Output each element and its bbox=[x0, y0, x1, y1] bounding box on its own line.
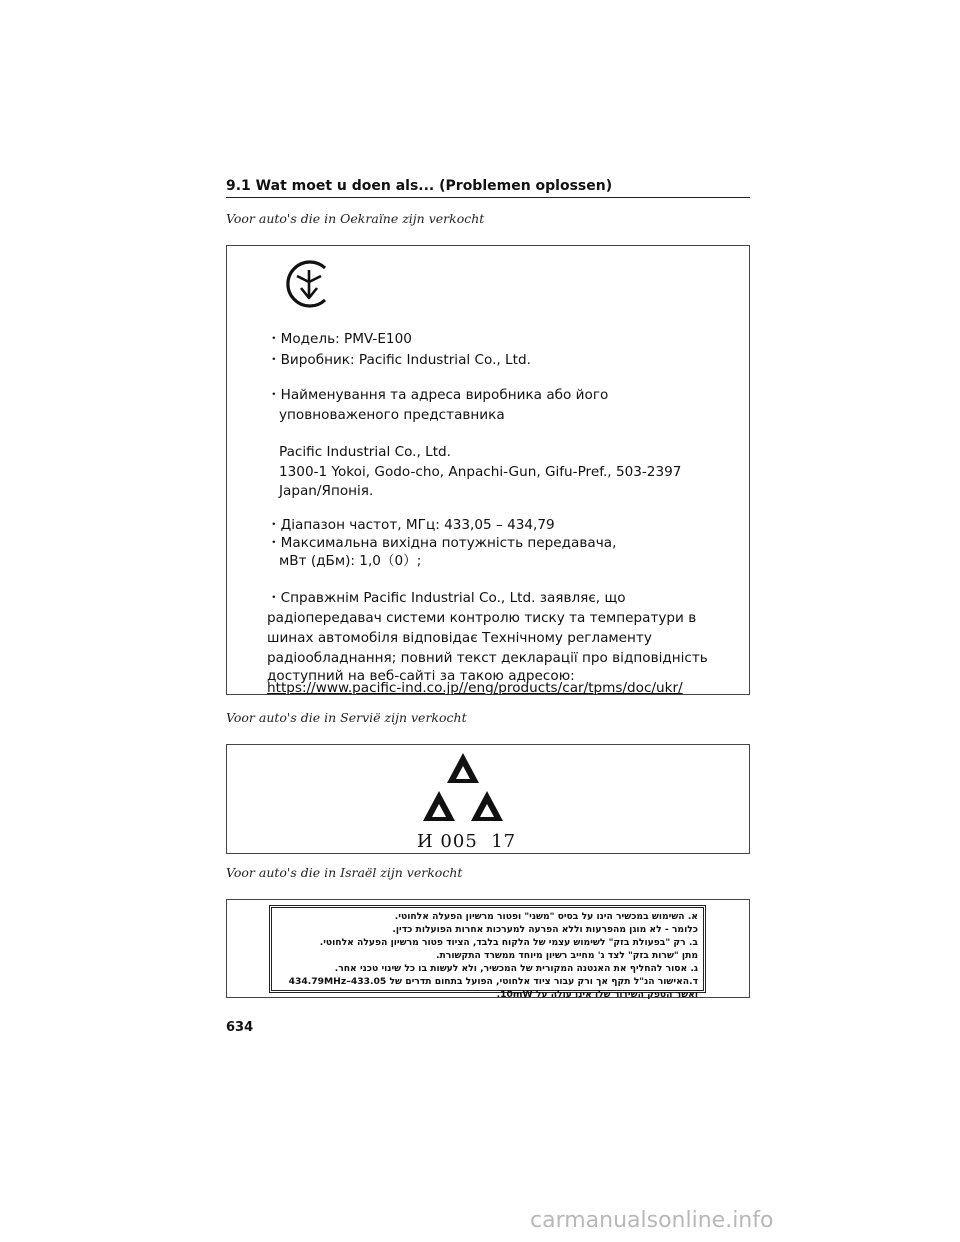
israel-notice-frame bbox=[269, 905, 706, 1000]
ua-company-address: 1300-1 Yokoi, Godo-cho, Anpachi-Gun, Gifu-Pref., 503-2397 bbox=[279, 464, 682, 480]
il-line-3: ב. רק "בפעולת בזק" לשימוש עצמי של הלקוח בלבד, הציוד פטור מרשיון הפעלה אלחוטי. bbox=[319, 937, 698, 948]
israel-declaration-box bbox=[226, 899, 750, 998]
ua-max-power-value: мВт (дБм): 1,0（0）; bbox=[279, 553, 422, 569]
il-line-1: א. השימוש במכשיר הינו על בסיס "משני" ופטור מרשיון הפעלה אלחוטי. bbox=[394, 911, 698, 922]
ua-max-power: ・Максимальна вихідна потужність передавача, bbox=[267, 535, 617, 551]
il-line-4: מתן "שרות בזק" לצד ג' מחייב רשיון מיוחד ממשרד התקשורת. bbox=[436, 950, 698, 961]
serbia-certificate-code: И 005 17 bbox=[417, 831, 517, 852]
ua-declaration-line-4: радіообладнання; повний текст декларації про відповідність bbox=[267, 650, 708, 666]
ua-declaration-line-5: доступний на веб-сайті за такою адресою: bbox=[267, 668, 575, 684]
serbia-declaration-box bbox=[226, 744, 750, 854]
ua-company-name: Pacific Industrial Co., Ltd. bbox=[279, 444, 451, 460]
ua-declaration-line-3: шинах автомобіля відповідає Технічному регламенту bbox=[267, 630, 652, 646]
ukraine-declaration-box bbox=[226, 245, 750, 695]
page-number: 634 bbox=[226, 1020, 254, 1035]
caption-israel: Voor auto's die in Israël zijn verkocht bbox=[226, 865, 463, 880]
ua-declaration-line-2: радіопередавач системи контролю тиску та температури в bbox=[267, 610, 697, 626]
ua-declaration-line-1: ・Справжнім Pacific Industrial Co., Ltd. заявляє, що bbox=[267, 590, 626, 606]
ua-company-country: Japan/Японія. bbox=[279, 483, 374, 499]
ua-declaration-url-link[interactable]: https://www.pacific-ind.co.jp//eng/products/car/tpms/doc/ukr/ bbox=[267, 680, 683, 696]
il-line-7: ואשר הספק השידור שלו אינו עולה על 10mW. bbox=[496, 989, 698, 1000]
ua-manufacturer-line: ・Виробник: Pacific Industrial Co., Ltd. bbox=[267, 352, 531, 368]
ua-representative-heading-cont: уповноваженого представника bbox=[279, 407, 505, 423]
serbian-triangle-conformity-mark-icon bbox=[415, 749, 511, 825]
ua-representative-heading: ・Найменування та адреса виробника або його bbox=[267, 387, 609, 403]
section-header: 9.1 Wat moet u doen als... (Problemen oplossen) bbox=[226, 178, 750, 198]
ua-model-line: ・Модель: PMV-E100 bbox=[267, 331, 412, 347]
watermark: carmanualsonline.info bbox=[530, 1208, 774, 1233]
ukrsepro-conformity-mark-icon bbox=[281, 256, 337, 312]
caption-ukraine: Voor auto's die in Oekraïne zijn verkocht bbox=[226, 211, 485, 226]
caption-serbia: Voor auto's die in Servië zijn verkocht bbox=[226, 710, 467, 725]
il-line-5: ג. אסור להחליף את האנטנה המקורית של המכשיר, ולא לעשות בו כל שינוי טכני אחר. bbox=[334, 963, 698, 974]
il-line-6: ד.האישור הנ"ל תקף אך ורק עבור ציוד אלחוטי, הפועל בתחום תדרים של 433.05–434.79MHz bbox=[288, 976, 698, 987]
il-line-2: כלומר - לא מוגן מהפרעות וללא הפרעה למערכות אחרות הפועלות כדין. bbox=[392, 924, 698, 935]
ua-frequency-range: ・Діапазон частот, МГц: 433,05 – 434,79 bbox=[267, 517, 555, 533]
